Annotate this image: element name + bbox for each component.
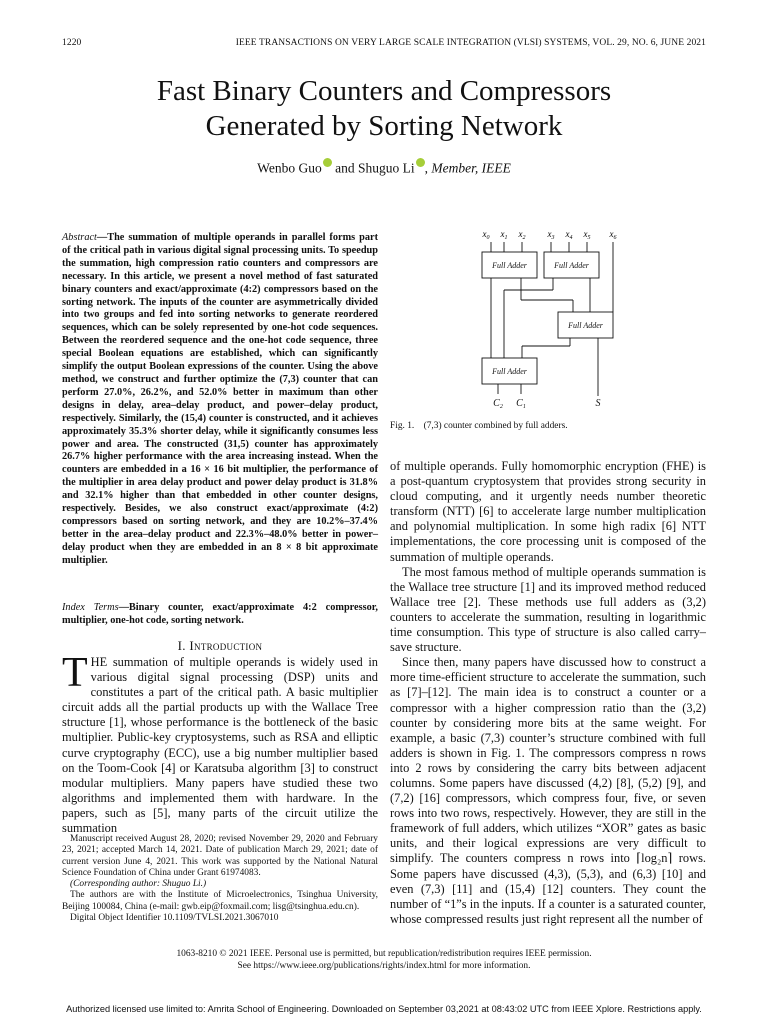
output-label-s: S: [595, 398, 601, 409]
abstract-text: —The summation of multiple operands in parallel forms part of the critical path in various digital signal processing units. To speedup the summation, high compression ratio counters and compressors are necessary. In this article, we present a novel method of fast saturated binary counters and exact/approximate (4:2) compressors based on the sorting network. The inputs of the counter are asymmetrically divided into two groups and fed into sorting networks to generate reordered sequences, which can be solely represented by one-hot code sequences. Between the reordered sequence and the one-hot code sequence, three special Boolean equations are established, which can significantly simplify the output Boolean expressions of the counter. Using the above method, we construct and further optimize the (7,3) counter that can perform 27.0%, 26.2%, and 52.0% better in maximum than other designs in delay, area–delay product, and power–delay product, respectively. Similarly, the (15,4) counter is constructed, and it achieves approximately 35.3% shorter delay, while it significantly consumes less power and area. The constructed (31,5) counter has approximately 26.7% higher performance with the area increasing instead. When the counters are embedded in a 16 × 16 bit multiplier, the performance of the multiplier in area delay product and power delay product is 31.8% and 32.1% higher than that embedded in other counter designs, respectively. Besides, we also construct exact/approximate (4:2) compressors based on sorting network, and they are 10.2%–37.4% better in the area–delay product and 22.3%–48.0% better in power–delay product when they are embedded in an 8 × 8 bit approximate multiplier.: [62, 232, 378, 566]
footnote-doi: Digital Object Identifier 10.1109/TVLSI.2021.3067010: [70, 913, 279, 924]
output-label-c1: $C_1$: [516, 398, 526, 410]
paragraph: of multiple operands. Fully homomorphic encryption (FHE) is a post-quantum cryptosystem that provides strong security in cloud computing, and it urgently needs number theoretic transform (NTT) [6] to accelerate large number multiplication and polynomial multiplication. In some high radix [6] NTT implementations, the core processing unit is composed of the summation of multiple operands.: [390, 459, 706, 564]
figure-caption: Fig. 1. (7,3) counter combined by full adders.: [390, 421, 568, 431]
input-label-x4: $x_4$: [565, 229, 573, 241]
right-column-body: [390, 459, 706, 927]
input-label-x6: $x_6$: [609, 229, 617, 241]
index-terms: [62, 602, 378, 628]
intro-paragraph: [62, 650, 378, 836]
section-heading: [62, 638, 378, 654]
page-number: 1220: [62, 38, 82, 48]
drop-cap: T: [62, 650, 88, 696]
title-line-1: Fast Binary Counters and Compressors: [156, 75, 612, 107]
input-label-x0: $x_0$: [482, 229, 490, 241]
full-adder-label-3: Full Adder: [568, 321, 603, 330]
copyright-notice: [0, 949, 768, 972]
input-label-x1: $x_1$: [500, 229, 508, 241]
input-label-x5: $x_5$: [583, 229, 591, 241]
index-terms-text: —Binary counter, exact/approximate 4:2 compressor, multiplier, one-hot code, sorting network.: [62, 602, 378, 626]
full-adder-label-4: Full Adder: [492, 367, 527, 376]
input-label-x2: $x_2$: [518, 229, 526, 241]
journal-header: IEEE TRANSACTIONS ON VERY LARGE SCALE INTEGRATION (VLSI) SYSTEMS, VOL. 29, NO. 6, JUNE 2021: [235, 38, 706, 48]
license-notice: Authorized licensed use limited to: Amrita School of Engineering. Downloaded on September 03,2021 at 08:43:02 UTC from IEEE Xplore. Restrictions apply.: [66, 1004, 702, 1014]
footnotes: [62, 834, 378, 924]
abstract: [62, 232, 378, 568]
section-number: I.: [177, 638, 190, 653]
index-terms-label: Index Terms: [62, 602, 119, 613]
orcid-icon[interactable]: [323, 158, 332, 167]
copyright-line-2: See https://www.ieee.org/publications/rights/index.html for more information.: [237, 960, 531, 971]
orcid-icon[interactable]: [416, 158, 425, 167]
intro-lead: HE: [90, 655, 108, 669]
input-label-x3: $x_3$: [547, 229, 555, 241]
paragraph: Since then, many papers have discussed how to construct a more time-efficient structure to accelerate the summation, such as [7]–[12]. The main idea is to construct a counter or a compressor with a higher compression ratio than the (3,2) counter by considering more bits at the same weight. For example, a basic (7,3) counter’s structure combined with full adders is shown in Fig. 1. The compressors compress n rows into 2 rows by considering the carry bits between adjacent columns. Some papers have discussed (4,2) [8], (5,2) [9], and (7,2) [16] compressors, which compress four, five, or seven rows into two rows, respectively. However, they are still in the framework of full adders, which utilizes “XOR” gates as basic units, and their logical expressions are very difficult to simplify. The counters compress n rows into ⌈log₂n⌉ rows. Some papers have discussed (4,3), (5,3), and (6,3) [10] and even (7,3) [11] and (15,4) [12] counters. They count the number of “1”s in the inputs. If a counter is a saturated counter, whose compressed results just right represent all the number of: [390, 655, 706, 926]
author-1: Wenbo Guo: [257, 160, 322, 176]
abstract-label: Abstract: [62, 232, 97, 243]
intro-text: summation of multiple operands is widely used in various digital signal processing (DSP) units and constitutes a part of the critical path. A basic multiplier circuit adds all the partial products up with the Wallace Tree structure [1], whose performance is the bottleneck of the basic multiplier. Public-key cryptosystems, such as RSA and elliptic curve cryptography (ECC), use a big number multiplier based on the Toom-Cook [4] or Karatsuba algorithm [3] to construct modular multipliers. Many papers have studied these two algorithms and implemented them with hardware. In the papers, such as [5], many parts of the circuit utilize the summation: [62, 655, 378, 836]
footnote-corresponding: (Corresponding author: Shuguo Li.): [70, 879, 207, 890]
full-adder-label-1: Full Adder: [492, 261, 527, 270]
figure-counter-diagram: [478, 226, 638, 410]
footnote-received: Manuscript received August 28, 2020; revised November 29, 2020 and February 23, 2021; accepted March 14, 2021. Date of publication March 29, 2021; date of current version June 4, 2021. This work was supported by the National Natural Science Foundation of China under Grant 61974083.: [62, 834, 378, 878]
paragraph: The most famous method of multiple operands summation is the Wallace tree structure [1] and its improved method reduced Wallace tree [2]. These methods use full adders as (3,2) counters to accelerate the summation, resulting in logarithmic time consumption. This type of structure is also called carry–save structure.: [390, 564, 706, 655]
section-title: Introduction: [189, 638, 263, 653]
output-label-c2: $C_2$: [493, 398, 503, 410]
author-line: Wenbo Guo and Shuguo Li , Member, IEEE: [0, 158, 768, 177]
copyright-line-1: 1063-8210 © 2021 IEEE. Personal use is permitted, but republication/redistribution requires IEEE permission.: [176, 949, 592, 959]
author-affiliation: Member, IEEE: [431, 160, 511, 176]
paper-title: [0, 74, 768, 144]
author-2: Shuguo Li: [357, 160, 415, 176]
full-adder-label-2: Full Adder: [554, 261, 589, 270]
title-line-2: Generated by Sorting Network: [205, 110, 563, 142]
footnote-affiliation: The authors are with the Institute of Microelectronics, Tsinghua University, Beijing 100084, China (e-mail: gwb.eip@foxmail.com; lisg@tsinghua.edu.cn).: [62, 890, 378, 912]
author-conj: and: [331, 160, 358, 176]
